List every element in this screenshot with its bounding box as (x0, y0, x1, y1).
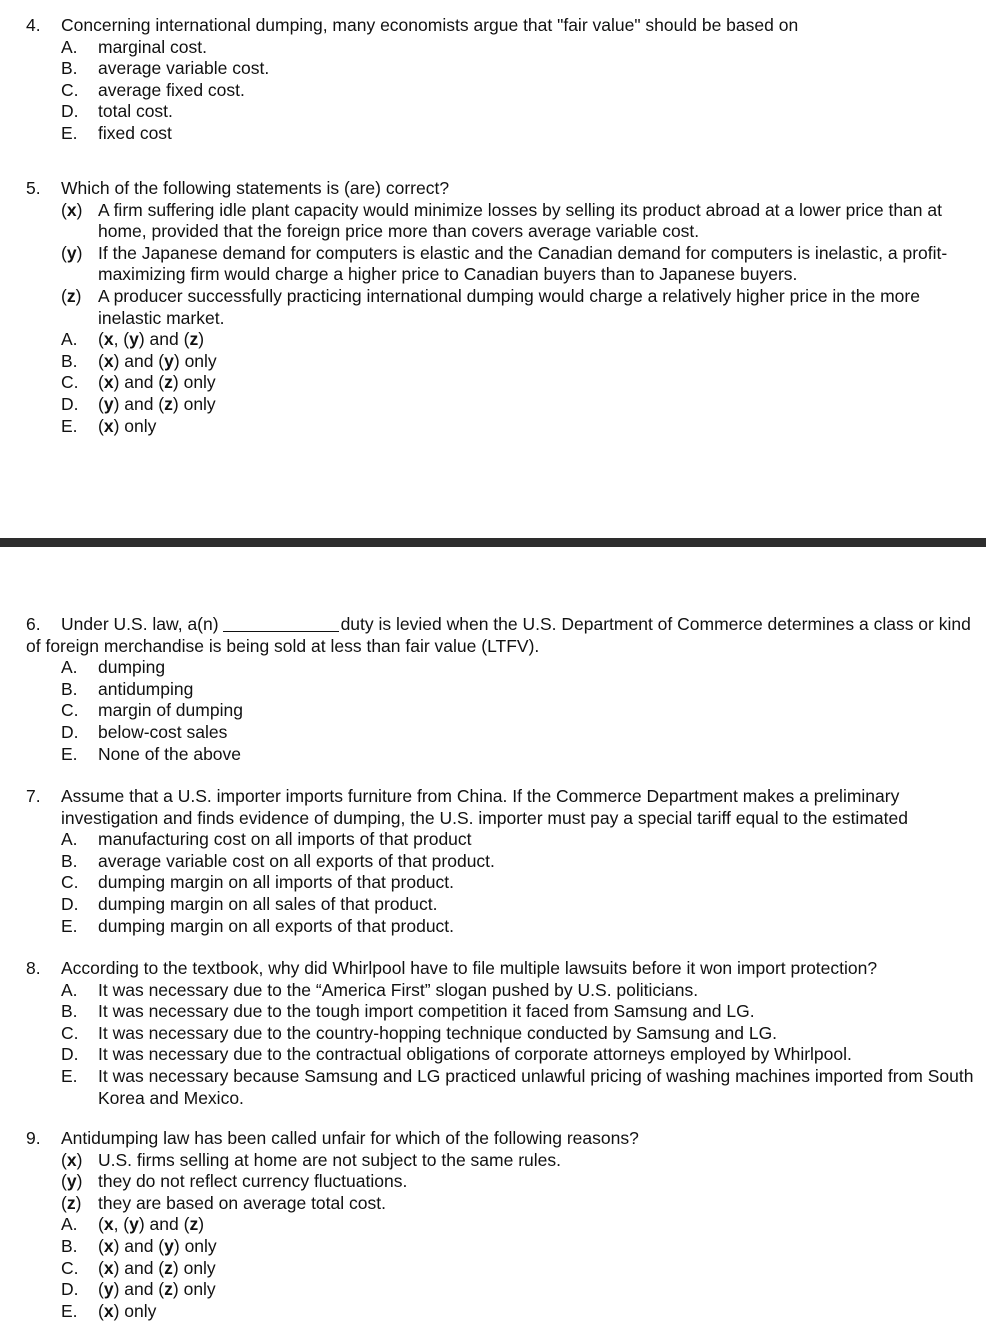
statement-label: (x) (61, 1149, 83, 1170)
statement-z (26, 286, 976, 329)
option-letter: A. (61, 1214, 78, 1235)
option-text: (x, (y) and (z) (98, 1214, 205, 1235)
statement-text: If the Japanese demand for computers is elastic and the Canadian demand for computers is inelastic, a profit-maximizing firm would charge a higher price to Canadian buyers than to Japanese buyers. (98, 242, 948, 285)
option-text: average fixed cost. (98, 79, 245, 100)
question-4 (26, 15, 976, 145)
question-stem (26, 786, 976, 829)
statement-y (26, 1171, 976, 1193)
option-c[interactable] (26, 872, 976, 894)
option-text: (y) and (z) only (98, 393, 216, 414)
question-number: 7. (26, 786, 41, 806)
question-text-continued: duty is levied when the U.S. Department of Commerce determines a class or kind of foreign merchandise is being sold at less than fair value (LTFV). (26, 614, 971, 656)
option-letter: D. (61, 893, 79, 914)
option-text: (x, (y) and (z) (98, 329, 205, 350)
question-8 (26, 958, 976, 1109)
option-b[interactable] (26, 58, 976, 80)
statement-label: (z) (61, 285, 82, 306)
option-letter: B. (61, 350, 78, 371)
option-c[interactable] (26, 1023, 976, 1045)
option-a[interactable] (26, 657, 976, 679)
statement-text: A firm suffering idle plant capacity would minimize losses by selling its product abroad at a lower price than at home, provided that the foreign price more than covers average variable cost. (98, 199, 942, 242)
option-c[interactable] (26, 80, 976, 102)
option-e[interactable] (26, 1301, 976, 1322)
option-letter: A. (61, 329, 78, 350)
option-letter: C. (61, 872, 79, 893)
option-text: antidumping (98, 678, 194, 699)
option-text: It was necessary due to the tough import competition it faced from Samsung and LG. (98, 1001, 755, 1022)
option-d[interactable] (26, 1279, 976, 1301)
option-letter: C. (61, 1022, 79, 1043)
option-letter: C. (61, 79, 79, 100)
question-stem (26, 958, 976, 980)
option-b[interactable] (26, 851, 976, 873)
option-letter: E. (61, 915, 78, 936)
option-b[interactable] (26, 679, 976, 701)
option-text: (x) and (y) only (98, 350, 217, 371)
option-e[interactable] (26, 1066, 976, 1109)
question-text: Concerning international dumping, many economists argue that "fair value" should be based on (61, 15, 799, 35)
option-a[interactable] (26, 1214, 976, 1236)
option-c[interactable] (26, 1258, 976, 1280)
statement-text: U.S. firms selling at home are not subject to the same rules. (98, 1149, 561, 1170)
statement-text: they are based on average total cost. (98, 1192, 386, 1213)
question-number: 9. (26, 1128, 41, 1148)
option-letter: C. (61, 372, 79, 393)
option-c[interactable] (26, 700, 976, 722)
option-letter: B. (61, 678, 78, 699)
option-letter: B. (61, 1001, 78, 1022)
question-stem (26, 178, 976, 200)
question-number: 5. (26, 178, 41, 198)
statement-label: (y) (61, 1171, 83, 1192)
option-text: It was necessary because Samsung and LG practiced unlawful pricing of washing machines imported from South Korea and Mexico. (98, 1065, 974, 1108)
option-text: It was necessary due to the contractual obligations of corporate attorneys employed by Whirlpool. (98, 1044, 852, 1065)
option-text: dumping margin on all imports of that product. (98, 872, 455, 893)
option-text: average variable cost. (98, 58, 270, 79)
option-text: (x) only (98, 1300, 157, 1321)
option-letter: A. (61, 829, 78, 850)
option-letter: E. (61, 1300, 78, 1321)
option-text: It was necessary due to the country-hopping technique conducted by Samsung and LG. (98, 1022, 778, 1043)
option-letter: C. (61, 1257, 79, 1278)
question-stem (26, 1128, 976, 1150)
option-text: dumping (98, 657, 166, 678)
option-text: average variable cost on all exports of that product. (98, 850, 495, 871)
option-d[interactable] (26, 101, 976, 123)
statement-label: (z) (61, 1192, 82, 1213)
option-a[interactable] (26, 37, 976, 59)
option-letter: A. (61, 979, 78, 1000)
page-divider (0, 538, 986, 547)
option-text: below-cost sales (98, 721, 228, 742)
statement-x (26, 1150, 976, 1172)
option-text: dumping margin on all sales of that product. (98, 893, 438, 914)
option-b[interactable] (26, 351, 976, 373)
option-text: margin of dumping (98, 700, 243, 721)
option-letter: D. (61, 1279, 79, 1300)
option-d[interactable] (26, 894, 976, 916)
option-text: (x) only (98, 415, 157, 436)
option-c[interactable] (26, 372, 976, 394)
option-letter: E. (61, 743, 78, 764)
question-text: Antidumping law has been called unfair for which of the following reasons? (61, 1128, 639, 1148)
option-b[interactable] (26, 1001, 976, 1023)
option-text: marginal cost. (98, 36, 207, 57)
statement-text: A producer successfully practicing international dumping would charge a relatively higher price in the more inelastic market. (98, 285, 920, 328)
option-text: It was necessary due to the “America First” slogan pushed by U.S. politicians. (98, 979, 699, 1000)
statement-x (26, 200, 976, 243)
statement-text: they do not reflect currency fluctuations. (98, 1171, 408, 1192)
question-text: Assume that a U.S. importer imports furniture from China. If the Commerce Department makes a preliminary investigation and finds evidence of dumping, the U.S. importer must pay a special tariff equal to the estimated (61, 786, 908, 828)
option-text: total cost. (98, 101, 173, 122)
question-number: 4. (26, 15, 41, 35)
option-e[interactable] (26, 123, 976, 145)
option-text: fixed cost (98, 122, 172, 143)
option-e[interactable] (26, 744, 976, 766)
option-letter: D. (61, 1044, 79, 1065)
question-stem (26, 614, 976, 657)
option-letter: E. (61, 122, 78, 143)
option-letter: B. (61, 58, 78, 79)
option-letter: A. (61, 36, 78, 57)
option-text: (x) and (y) only (98, 1235, 217, 1256)
option-e[interactable] (26, 416, 976, 438)
option-letter: C. (61, 700, 79, 721)
option-text: manufacturing cost on all imports of that product (98, 829, 472, 850)
option-a[interactable] (26, 980, 976, 1002)
question-6 (26, 614, 976, 765)
option-letter: D. (61, 101, 79, 122)
option-letter: D. (61, 393, 79, 414)
option-letter: B. (61, 850, 78, 871)
option-letter: E. (61, 1065, 78, 1086)
question-number: 6. (26, 614, 41, 634)
option-letter: B. (61, 1235, 78, 1256)
option-text: (y) and (z) only (98, 1279, 216, 1300)
option-a[interactable] (26, 829, 976, 851)
statement-label: (y) (61, 242, 83, 263)
option-text: (x) and (z) only (98, 1257, 216, 1278)
question-number: 8. (26, 958, 41, 978)
option-e[interactable] (26, 916, 976, 938)
option-a[interactable] (26, 329, 976, 351)
statement-y (26, 243, 976, 286)
option-letter: A. (61, 657, 78, 678)
option-d[interactable] (26, 722, 976, 744)
option-d[interactable] (26, 1044, 976, 1066)
option-text: None of the above (98, 743, 242, 764)
option-d[interactable] (26, 394, 976, 416)
option-b[interactable] (26, 1236, 976, 1258)
question-7 (26, 786, 976, 937)
option-text: (x) and (z) only (98, 372, 216, 393)
statement-label: (x) (61, 199, 83, 220)
option-text: dumping margin on all exports of that product. (98, 915, 455, 936)
question-5 (26, 178, 976, 437)
fill-in-blank[interactable] (223, 615, 339, 632)
question-text: Which of the following statements is (are) correct? (61, 178, 450, 198)
question-stem (26, 15, 976, 37)
statement-z (26, 1193, 976, 1215)
option-letter: E. (61, 415, 78, 436)
question-text: Under U.S. law, a(n) (61, 614, 219, 634)
question-9 (26, 1128, 976, 1322)
option-letter: D. (61, 721, 79, 742)
question-text: According to the textbook, why did Whirlpool have to file multiple lawsuits before it won import protection? (61, 958, 878, 978)
